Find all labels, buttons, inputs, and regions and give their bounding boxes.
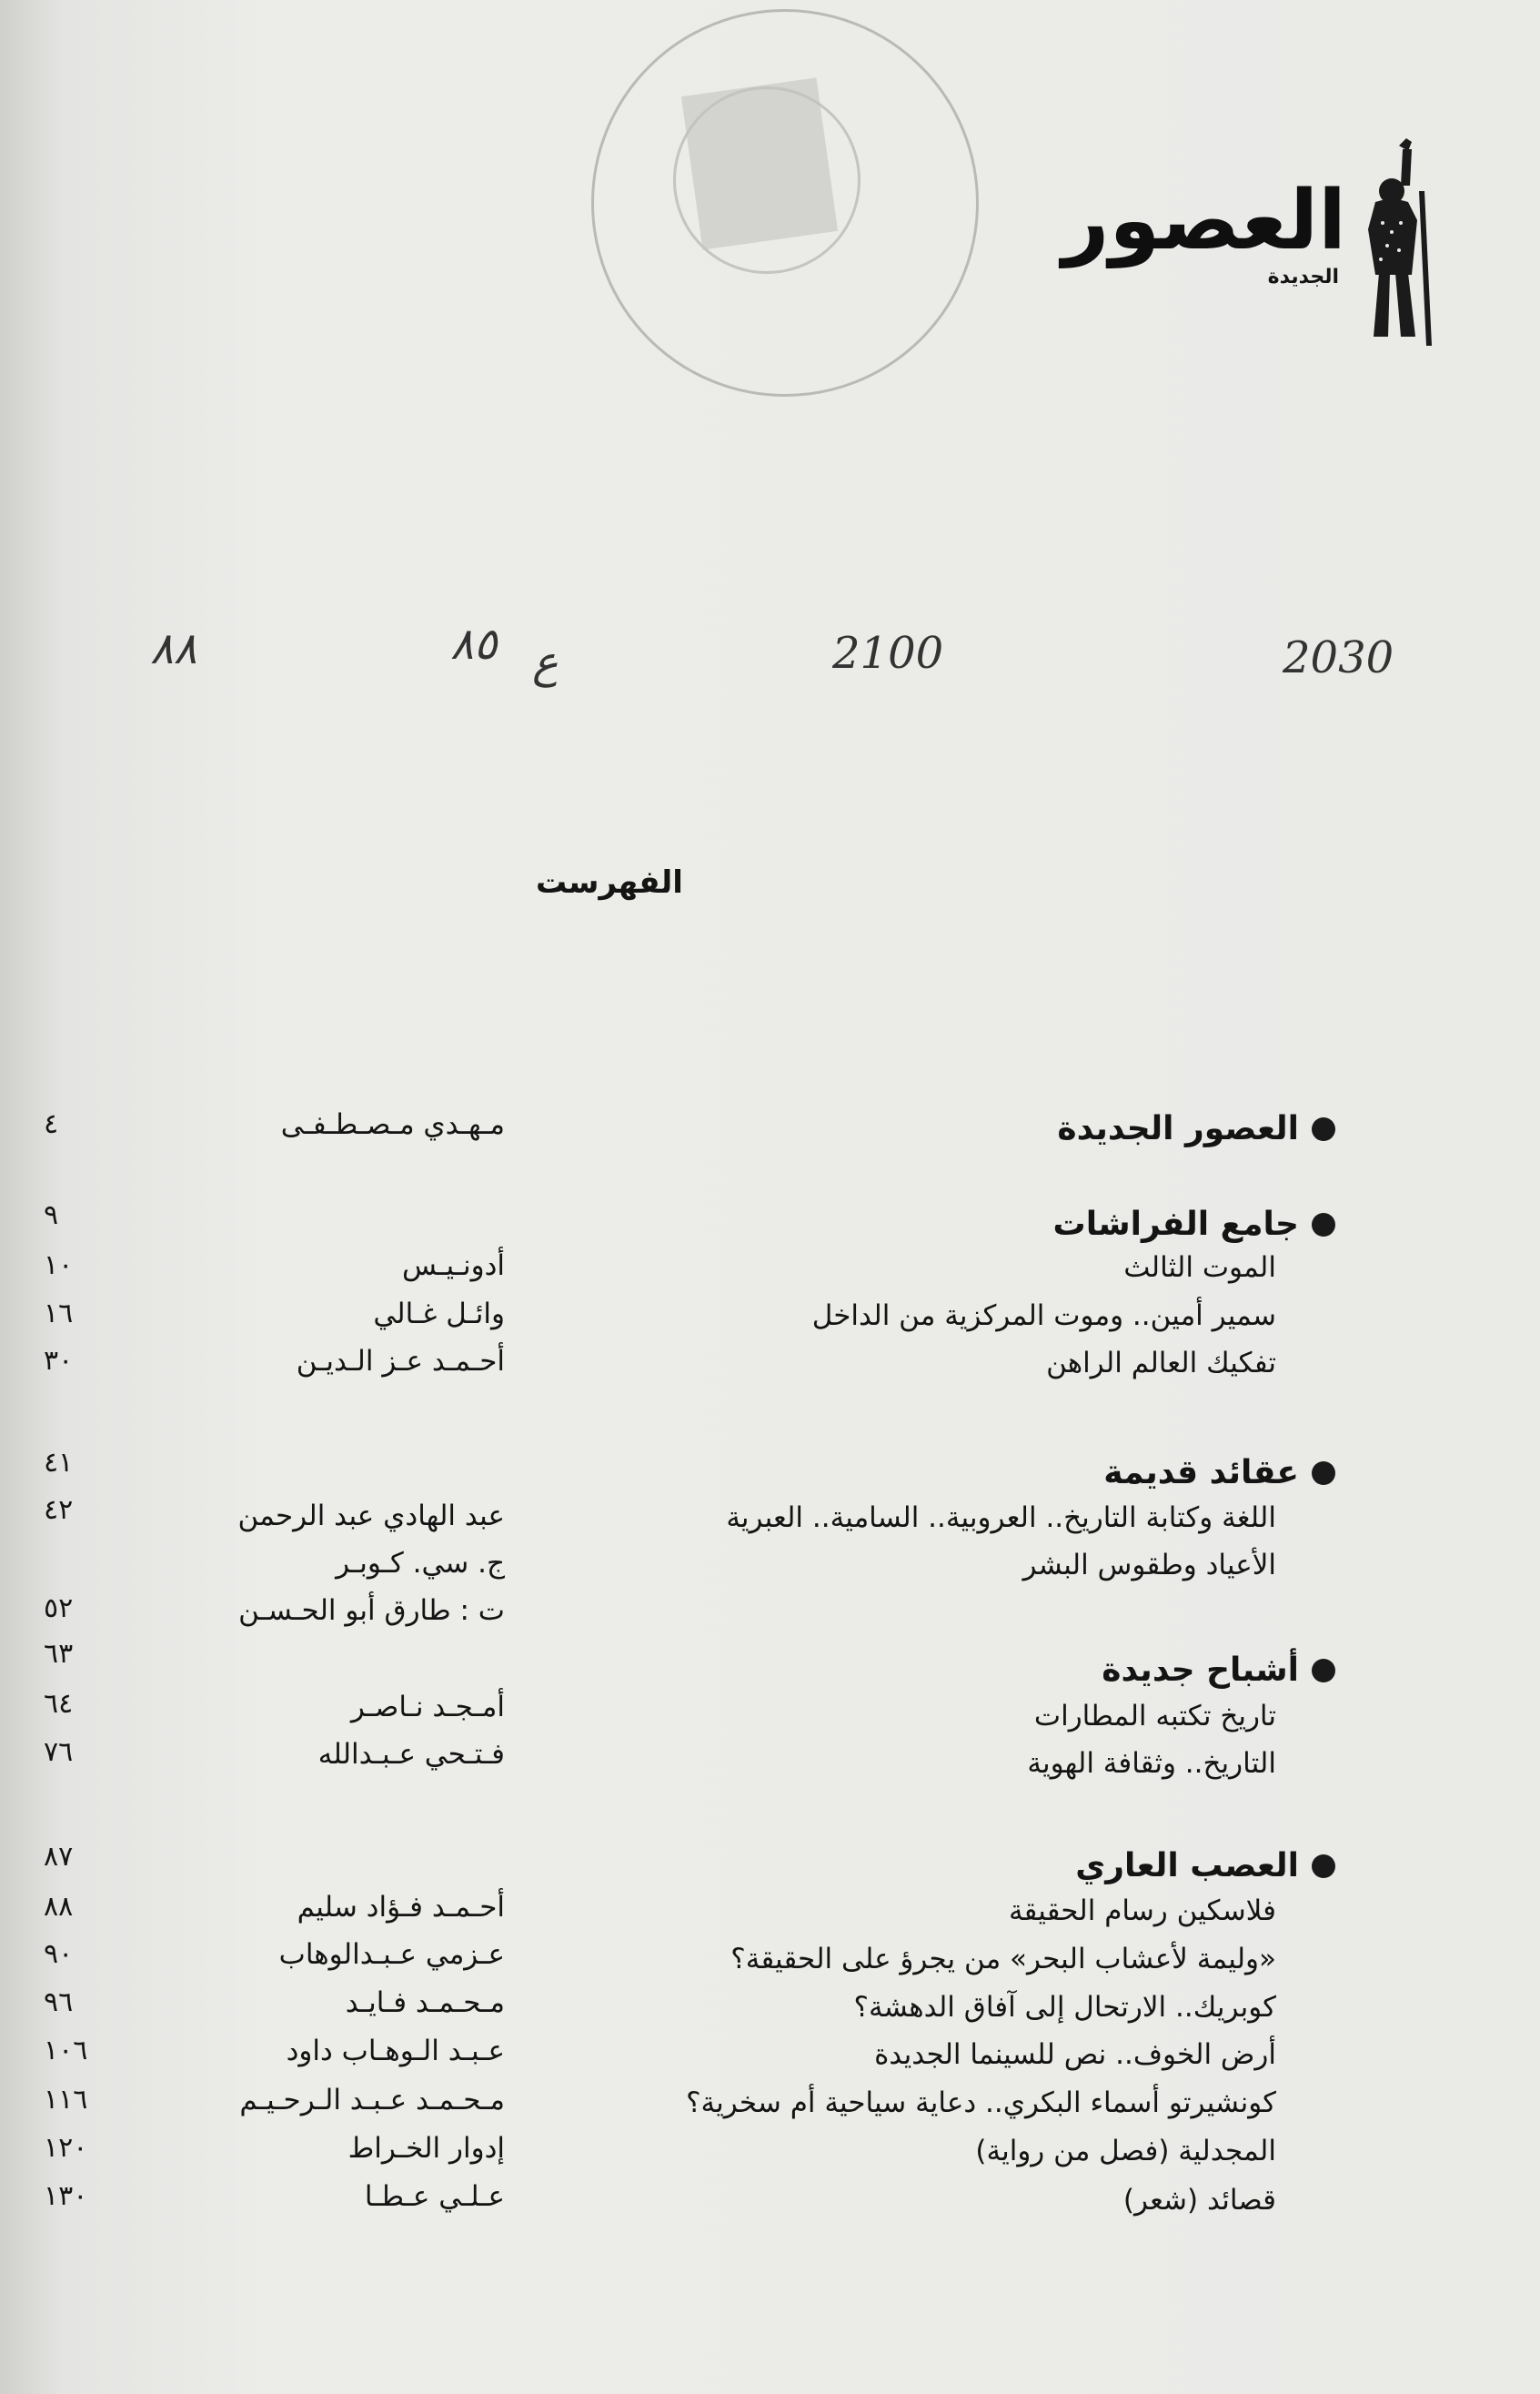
toc-author: أحـمـد عـز الـديـن bbox=[296, 1345, 505, 1378]
toc-author: فـتـحي عـبـدالله bbox=[317, 1738, 505, 1771]
toc-author: مـهـدي مـصـطـفـى bbox=[280, 1108, 505, 1141]
toc-author: أحـمـد فـؤاد سليم bbox=[297, 1891, 505, 1924]
toc-title: الفهرست bbox=[536, 864, 683, 901]
toc-article-title: التاريخ.. وثقافة الهوية bbox=[1027, 1747, 1276, 1780]
library-stamp-seal bbox=[681, 77, 838, 249]
toc-author: مـحـمـد عـبـد الـرحـيـم bbox=[239, 2084, 505, 2116]
section-title-text: جامع الفراشات bbox=[1052, 1206, 1299, 1243]
bullet-icon bbox=[1312, 1659, 1335, 1682]
toc-author: أمـجـد نـاصـر bbox=[350, 1691, 505, 1723]
bullet-icon bbox=[1312, 1213, 1335, 1237]
bullet-icon bbox=[1312, 1117, 1335, 1141]
toc-section-title bbox=[1103, 1454, 1335, 1491]
toc-article-title: اللغة وكتابة التاريخ.. العروبية.. السامية.. العبرية bbox=[726, 1501, 1276, 1534]
toc-page-number: ١٠٦ bbox=[44, 2035, 88, 2066]
handwritten-mark-4: 2100 bbox=[832, 628, 944, 679]
toc-article-title: الموت الثالث bbox=[1123, 1251, 1276, 1284]
toc-author: عـلـي عـطـا bbox=[364, 2180, 505, 2213]
handwritten-mark-2: ٨٥ bbox=[450, 619, 498, 670]
toc-page-number: ٤٢ bbox=[44, 1494, 74, 1526]
toc-section-title bbox=[1075, 1847, 1335, 1884]
toc-article-title: «وليمة لأعشاب البحر» من يجرؤ على الحقيقة؟ bbox=[730, 1943, 1276, 1975]
toc-article-title: تفكيك العالم الراهن bbox=[1046, 1347, 1276, 1379]
logo-subtitle: الجديدة bbox=[1267, 266, 1339, 288]
toc-page-number: ٦٤ bbox=[44, 1688, 74, 1720]
section-title-text: عقائد قديمة bbox=[1103, 1454, 1299, 1491]
magazine-logo bbox=[1062, 136, 1455, 346]
toc-article-title: كونشيرتو أسماء البكري.. دعاية سياحية أم سخرية؟ bbox=[686, 2086, 1276, 2119]
toc-article-title: قصائد (شعر) bbox=[1122, 2184, 1276, 2217]
toc-page-number: ٣٠ bbox=[44, 1345, 74, 1377]
toc-article-title: فلاسكين رسام الحقيقة bbox=[1008, 1894, 1276, 1927]
warrior-figure-icon bbox=[1355, 136, 1455, 346]
toc-author: وائـل غـالي bbox=[373, 1298, 505, 1330]
toc-page-number: ٩ bbox=[44, 1199, 59, 1231]
bullet-icon bbox=[1312, 1461, 1335, 1485]
logo-name: العصور bbox=[1062, 173, 1346, 268]
toc-author: أدونـيـس bbox=[401, 1249, 505, 1282]
toc-page-number: ٨٨ bbox=[44, 1891, 74, 1923]
toc-article-title: تاريخ تكتبه المطارات bbox=[1033, 1700, 1276, 1732]
toc-page-number: ١١٦ bbox=[44, 2084, 88, 2116]
toc-page-number: ٨٧ bbox=[44, 1841, 74, 1873]
toc-author: عبد الهادي عبد الرحمن bbox=[237, 1500, 505, 1532]
toc-page-number: ١٠ bbox=[44, 1249, 74, 1281]
handwritten-mark-1: ٨٨ bbox=[150, 623, 197, 674]
toc-page-number: ٧٦ bbox=[44, 1736, 74, 1768]
toc-page-number: ١٣٠ bbox=[44, 2180, 88, 2212]
toc-section-title bbox=[1057, 1110, 1335, 1147]
toc-article-title: كوبريك.. الارتحال إلى آفاق الدهشة؟ bbox=[853, 1991, 1276, 2024]
toc-page-number: ١٦ bbox=[44, 1298, 74, 1329]
handwritten-mark-3: ع bbox=[532, 637, 559, 688]
toc-section-title bbox=[1102, 1652, 1335, 1689]
toc-article-title: سمير أمين.. وموت المركزية من الداخل bbox=[811, 1299, 1276, 1332]
toc-article-title: الأعياد وطقوس البشر bbox=[1022, 1549, 1276, 1581]
toc-author: إدوار الخـراط bbox=[347, 2132, 505, 2165]
toc-section-title bbox=[1053, 1206, 1335, 1243]
toc-author: عـبـد الـوهـاب داود bbox=[286, 2035, 505, 2067]
section-title-text: أشباح جديدة bbox=[1102, 1652, 1299, 1689]
bullet-icon bbox=[1312, 1854, 1335, 1878]
section-title-text: العصب العاري bbox=[1075, 1847, 1299, 1884]
toc-author: عـزمي عـبـدالوهاب bbox=[278, 1938, 505, 1971]
handwritten-mark-5: 2030 bbox=[1283, 632, 1394, 683]
toc-page-number: ٩٠ bbox=[44, 1938, 74, 1970]
toc-author: مـحـمـد فـايـد bbox=[345, 1986, 505, 2019]
toc-article-title: المجدلية (فصل من رواية) bbox=[975, 2135, 1276, 2167]
toc-page-number: ٥٢ bbox=[44, 1592, 74, 1624]
toc-page-number: ٦٣ bbox=[44, 1638, 74, 1670]
toc-translator: ت : طارق أبو الحـسـن bbox=[238, 1594, 505, 1627]
section-title-text: العصور الجديدة bbox=[1057, 1110, 1299, 1147]
toc-page-number: ١٢٠ bbox=[44, 2132, 88, 2164]
toc-article-title: أرض الخوف.. نص للسينما الجديدة bbox=[874, 2038, 1276, 2071]
toc-page-number: ٩٦ bbox=[44, 1986, 74, 2018]
toc-page-number: ٤ bbox=[44, 1108, 59, 1140]
toc-author: ج. سي. كـوبـر bbox=[336, 1547, 505, 1580]
toc-page-number: ٤١ bbox=[44, 1447, 74, 1479]
